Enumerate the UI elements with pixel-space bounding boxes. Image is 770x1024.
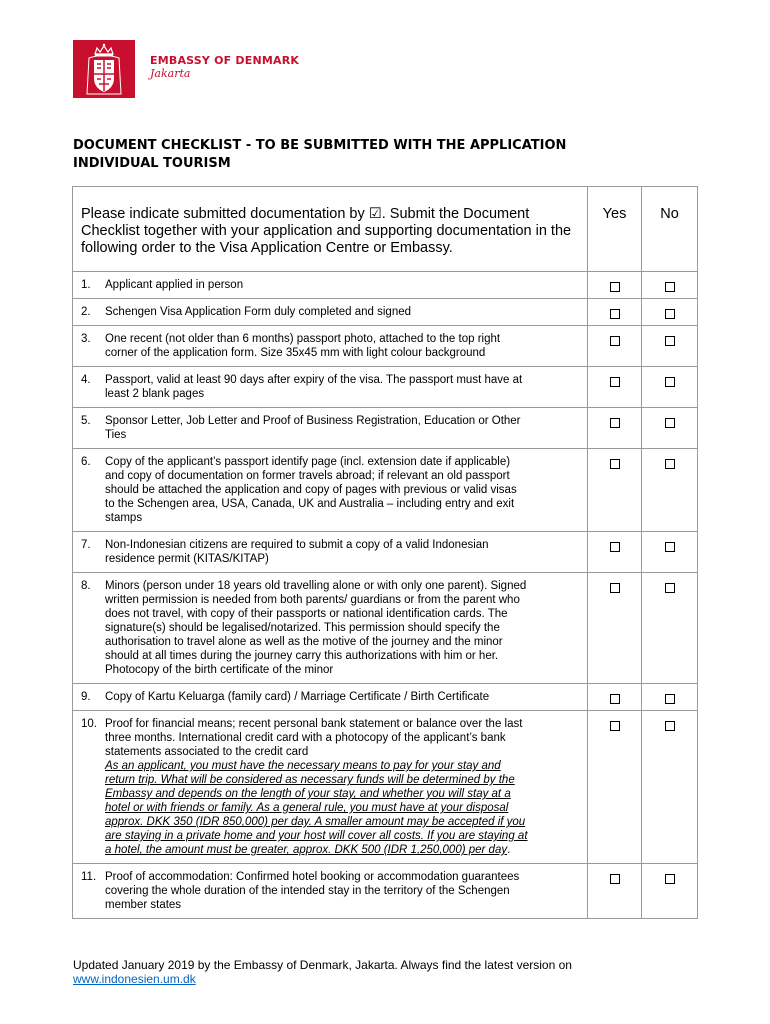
item-text-line: Copy of Kartu Keluarga (family card) / Marriage Certificate / Birth Certificate [105, 691, 490, 703]
item-text-line: Sponsor Letter, Job Letter and Proof of Business Registration, Education or Other [105, 415, 521, 427]
checklist-no-cell [642, 299, 698, 326]
checklist-item-description [73, 864, 588, 919]
checklist-row [73, 326, 698, 367]
embassy-city: Jakarta [150, 67, 191, 80]
item-number: 3. [81, 333, 91, 345]
item-note-line: approx. DKK 350 (IDR 850,000) per day. A smaller amount may be accepted if you [105, 816, 526, 828]
checklist-no-cell [642, 711, 698, 864]
checklist-item-description [73, 367, 588, 408]
item-text-line: least 2 blank pages [105, 388, 205, 400]
item-number: 6. [81, 456, 91, 468]
item-text-line: signature(s) should be legalised/notarized. This permission should specify the [105, 622, 500, 634]
checklist-item-description [73, 684, 588, 711]
yes-checkbox-icon[interactable] [610, 874, 620, 884]
checklist-yes-cell [588, 326, 642, 367]
item-note-line: return trip. What will be considered as necessary funds will be determined by the [105, 774, 515, 786]
item-text [105, 305, 581, 319]
title-line-1: DOCUMENT CHECKLIST - TO BE SUBMITTED WITH THE APPLICATION [73, 138, 567, 153]
item-text [105, 373, 581, 401]
item-text-line: One recent (not older than 6 months) passport photo, attached to the top right [105, 333, 501, 345]
item-note-line: are staying in a private home and your host will cover all costs. If you are staying at [105, 830, 528, 842]
item-text-line: three months. International credit card with a photocopy of the applicant’s bank [105, 732, 506, 744]
item-text-line: residence permit (KITAS/KITAP) [105, 553, 269, 565]
yes-column-header: Yes [588, 187, 642, 272]
item-text-line: Ties [105, 429, 127, 441]
document-checklist-table [72, 186, 698, 919]
checklist-yes-cell [588, 711, 642, 864]
item-number: 4. [81, 374, 91, 386]
table-header-row [73, 187, 698, 272]
checklist-row [73, 299, 698, 326]
yes-checkbox-icon[interactable] [610, 418, 620, 428]
item-text-line: authorisation to travel alone as well as the motive of the journey and the minor [105, 636, 503, 648]
checklist-row [73, 864, 698, 919]
checklist-row [73, 272, 698, 299]
checklist-no-cell [642, 684, 698, 711]
checklist-no-cell [642, 367, 698, 408]
item-number: 7. [81, 539, 91, 551]
checklist-yes-cell [588, 299, 642, 326]
checklist-item-description [73, 573, 588, 684]
item-text [105, 455, 581, 525]
no-checkbox-icon[interactable] [665, 336, 675, 346]
item-text-line: corner of the application form. Size 35x45 mm with light colour background [105, 347, 486, 359]
no-column-header: No [642, 187, 698, 272]
no-checkbox-icon[interactable] [665, 282, 675, 292]
checklist-yes-cell [588, 573, 642, 684]
checklist-instructions: Please indicate submitted documentation by ☑. Submit the Document Checklist together with your application and supporting documentation in the following order to the Visa Application Centre or Embassy. [73, 187, 588, 272]
yes-checkbox-icon[interactable] [610, 377, 620, 387]
checklist-row [73, 367, 698, 408]
item-text [105, 332, 581, 360]
no-checkbox-icon[interactable] [665, 309, 675, 319]
checklist-yes-cell [588, 532, 642, 573]
latest-version-link[interactable]: www.indonesien.um.dk [73, 972, 196, 986]
item-note-line: hotel or with friends or family. As a general rule, you must have at your disposal [105, 802, 509, 814]
item-text-line: Schengen Visa Application Form duly completed and signed [105, 306, 412, 318]
item-text [105, 717, 581, 857]
footer-update-note: Updated January 2019 by the Embassy of Denmark, Jakarta. Always find the latest version on [73, 958, 572, 972]
item-text [105, 579, 581, 677]
title-line-2: INDIVIDUAL TOURISM [73, 156, 231, 171]
item-text-line: Passport, valid at least 90 days after expiry of the visa. The passport must have at [105, 374, 523, 386]
checklist-yes-cell [588, 684, 642, 711]
item-text-line: Photocopy of the birth certificate of the minor [105, 664, 334, 676]
item-text-line: Copy of the applicant’s passport identify page (incl. extension date if applicable) [105, 456, 511, 468]
item-text-line: member states [105, 899, 182, 911]
checklist-no-cell [642, 449, 698, 532]
checklist-row [73, 408, 698, 449]
checklist-yes-cell [588, 272, 642, 299]
checklist-no-cell [642, 408, 698, 449]
no-checkbox-icon[interactable] [665, 583, 675, 593]
item-note-line: Embassy and depends on the length of your stay, and whether you will stay at a [105, 788, 511, 800]
yes-checkbox-icon[interactable] [610, 459, 620, 469]
embassy-name: EMBASSY OF DENMARK [150, 54, 300, 67]
danish-royal-coat-of-arms-icon [73, 40, 135, 98]
item-text [105, 278, 581, 292]
yes-checkbox-icon[interactable] [610, 721, 620, 731]
checklist-item-description [73, 299, 588, 326]
document-title [73, 137, 693, 173]
checklist-no-cell [642, 272, 698, 299]
item-text-line: should at all times during the journey carry this authorizations with him or her. [105, 650, 499, 662]
checklist-yes-cell [588, 408, 642, 449]
checklist-row [73, 573, 698, 684]
item-text-line: Minors (person under 18 years old travelling alone or with only one parent). Signed [105, 580, 527, 592]
item-note-suffix: . [507, 844, 511, 856]
item-text-line: statements associated to the credit card [105, 746, 309, 758]
yes-checkbox-icon[interactable] [610, 583, 620, 593]
yes-checkbox-icon[interactable] [610, 282, 620, 292]
checklist-item-description [73, 711, 588, 864]
yes-checkbox-icon[interactable] [610, 309, 620, 319]
checklist-items [73, 272, 698, 919]
no-checkbox-icon[interactable] [665, 721, 675, 731]
item-text-line: written permission is needed from both parents/ guardians or from the parent who [105, 594, 520, 606]
no-checkbox-icon[interactable] [665, 418, 675, 428]
item-number: 2. [81, 306, 91, 318]
no-checkbox-icon[interactable] [665, 377, 675, 387]
no-checkbox-icon[interactable] [665, 459, 675, 469]
yes-checkbox-icon[interactable] [610, 694, 620, 704]
checklist-row [73, 711, 698, 864]
item-text-line: stamps [105, 512, 143, 524]
item-text [105, 870, 581, 912]
checklist-item-description [73, 326, 588, 367]
item-text-line: should be attached the application and copy of pages with previous or valid visas [105, 484, 517, 496]
item-text-line: does not travel, with copy of their passports or national identification cards. The [105, 608, 508, 620]
yes-checkbox-icon[interactable] [610, 336, 620, 346]
checklist-yes-cell [588, 864, 642, 919]
checklist-row [73, 449, 698, 532]
item-number: 1. [81, 279, 91, 291]
item-text [105, 690, 581, 704]
checklist-row [73, 532, 698, 573]
item-text-line: Applicant applied in person [105, 279, 244, 291]
no-checkbox-icon[interactable] [665, 694, 675, 704]
checklist-no-cell [642, 532, 698, 573]
checklist-no-cell [642, 864, 698, 919]
item-text [105, 414, 581, 442]
item-text-line: and copy of documentation on former travels abroad; if relevant an old passport [105, 470, 510, 482]
item-number: 10. [81, 718, 97, 730]
item-text [105, 538, 581, 566]
checklist-item-description [73, 449, 588, 532]
checklist-item-description [73, 272, 588, 299]
checklist-item-description [73, 532, 588, 573]
no-checkbox-icon[interactable] [665, 874, 675, 884]
item-text-line: Proof for financial means; recent personal bank statement or balance over the last [105, 718, 523, 730]
checklist-yes-cell [588, 449, 642, 532]
item-text-line: covering the whole duration of the intended stay in the territory of the Schengen [105, 885, 510, 897]
embassy-logo [73, 40, 135, 98]
item-note-line: a hotel, the amount must be greater, approx. DKK 500 (IDR 1,250,000) per day [105, 844, 508, 856]
item-number: 5. [81, 415, 91, 427]
no-checkbox-icon[interactable] [665, 542, 675, 552]
item-number: 11. [81, 871, 97, 883]
item-text-line: to the Schengen area, USA, Canada, UK and Australia – including entry and exit [105, 498, 515, 510]
checklist-item-description [73, 408, 588, 449]
item-note-line: As an applicant, you must have the necessary means to pay for your stay and [105, 760, 501, 772]
item-text-line: Non-Indonesian citizens are required to submit a copy of a valid Indonesian [105, 539, 489, 551]
yes-checkbox-icon[interactable] [610, 542, 620, 552]
item-text-line: Proof of accommodation: Confirmed hotel booking or accommodation guarantees [105, 871, 520, 883]
checklist-no-cell [642, 573, 698, 684]
checklist-row [73, 684, 698, 711]
item-number: 8. [81, 580, 91, 592]
checklist-no-cell [642, 326, 698, 367]
item-number: 9. [81, 691, 91, 703]
checklist-yes-cell [588, 367, 642, 408]
